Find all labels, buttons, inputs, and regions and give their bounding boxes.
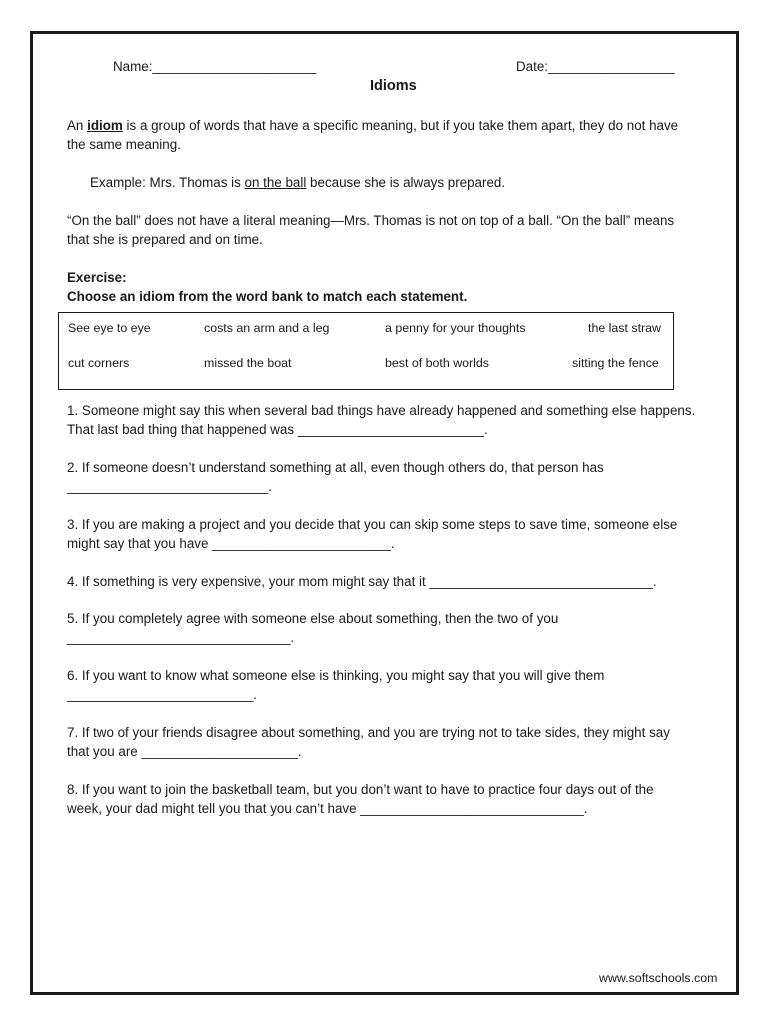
question-1-line-1: 1. Someone might say this when several bad things have already happened and something else happens. <box>67 403 696 418</box>
intro-line-1 <box>67 116 678 135</box>
question-2-line-1: 2. If someone doesn’t understand something at all, even though others do, that person has <box>67 460 604 475</box>
question-3-line-2: might say that you have ________________________. <box>67 536 395 551</box>
explanation-line-1: “On the ball” does not have a literal meaning—Mrs. Thomas is not on top of a ball. “On the ball” means <box>67 213 675 228</box>
word-bank-item: cut corners <box>68 356 130 370</box>
question-7-line-1: 7. If two of your friends disagree about something, and you are trying not to take sides, they might say <box>67 725 670 740</box>
question-1-line-2: That last bad thing that happened was _________________________. <box>67 422 488 437</box>
exercise-heading: Exercise: <box>67 270 127 285</box>
question-3-line-1: 3. If you are making a project and you decide that you can skip some steps to save time, someone else <box>67 517 678 532</box>
question-6-line-1: 6. If you want to know what someone else is thinking, you might say that you will give them <box>67 668 605 683</box>
example-line <box>90 173 505 192</box>
question-8-line-2: week, your dad might tell you that you can’t have ______________________________. <box>67 801 588 816</box>
word-bank-item: a penny for your thoughts <box>385 321 526 335</box>
word-bank-item: best of both worlds <box>385 356 490 370</box>
question-5-line-1: 5. If you completely agree with someone else about something, then the two of you <box>67 611 559 626</box>
footer-website: www.softschools.com <box>599 971 718 985</box>
example-text: because she is always prepared. <box>306 175 506 190</box>
question-7-line-2: that you are _____________________. <box>67 744 302 759</box>
date-field-label: Date:_________________ <box>516 59 675 74</box>
example-idiom: on the ball <box>244 175 307 190</box>
word-bank-item: costs an arm and a leg <box>204 321 330 335</box>
example-text: Example: Mrs. Thomas is <box>90 175 245 190</box>
question-2-line-2: ___________________________. <box>67 479 272 494</box>
intro-text: An <box>67 118 88 133</box>
page-title: Idioms <box>370 78 417 94</box>
intro-line-2: the same meaning. <box>67 137 181 152</box>
question-4-line-1: 4. If something is very expensive, your mom might say that it ______________________________. <box>67 574 657 589</box>
question-6-line-2: _________________________. <box>67 687 257 702</box>
question-8-line-1: 8. If you want to join the basketball team, but you don’t want to have to practice four days out of the <box>67 782 654 797</box>
word-bank <box>58 312 674 390</box>
word-bank-item: the last straw <box>588 321 661 335</box>
name-field-label: Name:______________________ <box>113 59 317 74</box>
idiom-term: idiom <box>87 118 123 133</box>
explanation-line-2: that she is prepared and on time. <box>67 232 263 247</box>
word-bank-item: sitting the fence <box>572 356 659 370</box>
word-bank-item: See eye to eye <box>68 321 151 335</box>
exercise-instruction: Choose an idiom from the word bank to match each statement. <box>67 289 468 304</box>
intro-text: is a group of words that have a specific meaning, but if you take them apart, they do not have <box>122 118 679 133</box>
question-5-line-2: ______________________________. <box>67 630 295 645</box>
word-bank-item: missed the boat <box>204 356 292 370</box>
